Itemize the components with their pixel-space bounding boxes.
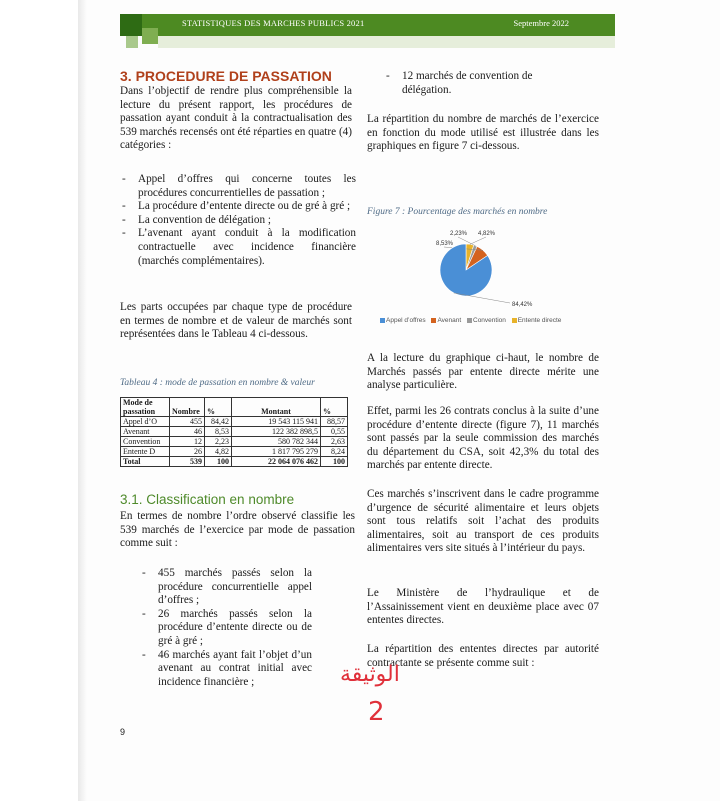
subsection-heading: 3.1. Classification en nombre: [120, 492, 295, 507]
list-item: - 455 marchés passés selon la procédure concurrentielle appel d’offres ;: [140, 567, 312, 608]
table-cell: 46: [170, 427, 205, 437]
autorite-paragraph: La répartition des ententes directes par autorité contractante se présente comme suit :: [367, 643, 599, 669]
table-cell: Entente D: [121, 447, 170, 457]
chart-legend: [380, 317, 565, 324]
page-header: [120, 14, 615, 50]
list-item: - 12 marchés de convention de délégation.: [384, 70, 564, 97]
table-cell: Total: [121, 457, 170, 467]
header-square-light: [126, 36, 138, 48]
table-cell: Avenant: [121, 427, 170, 437]
category-list: [120, 173, 356, 268]
table-header-cell: Nombre: [170, 398, 205, 417]
table-cell: 539: [170, 457, 205, 467]
table-cell: Convention: [121, 437, 170, 447]
table-row: [121, 427, 348, 437]
table-cell: 580 782 344: [232, 437, 321, 447]
table-cell: 100: [205, 457, 232, 467]
table-cell: 12: [170, 437, 205, 447]
legend-label: Entente directe: [517, 317, 562, 324]
table-cell: 0,55: [321, 427, 348, 437]
list-item: - L’avenant ayant conduit à la modification contractuelle avec incidence financière (marchés complémentaires).: [120, 227, 356, 268]
header-date: Septembre 2022: [513, 18, 569, 28]
table-cell: 22 064 076 462: [232, 457, 321, 467]
list-item: - La convention de délégation ;: [120, 214, 356, 228]
legend-label: Appel d’offres: [386, 317, 426, 324]
table-header-cell: %: [205, 398, 232, 417]
header-underline: [158, 36, 615, 48]
section-intro: Dans l’objectif de rendre plus compréhensible la lecture du présent rapport, les procédures de passation ayant conduit à la contractualisation des 539 marchés recensés ont été réparties en quatre (4) catégories :: [120, 85, 352, 152]
list-item: - 26 marchés passés selon la procédure d’entente directe ou de gré à gré ;: [140, 608, 312, 649]
parts-paragraph: Les parts occupées par chaque type de procédure en termes de nombre et de valeur de marchés sont représentées dans le Tableau 4 ci-dessous.: [120, 301, 352, 341]
table-header-cell: Montant: [232, 398, 321, 417]
list-item: - Appel d’offres qui concerne toutes les procédures concurrentielles de passation ;: [120, 173, 356, 200]
table-cell: 26: [170, 447, 205, 457]
table-cell: Appel d’O: [121, 417, 170, 427]
table-cell: 122 382 898,5: [232, 427, 321, 437]
legend-item: [380, 317, 426, 324]
table-cell: 1 817 795 279: [232, 447, 321, 457]
legend-swatch: [512, 318, 517, 323]
programme-paragraph: Ces marchés s’inscrivent dans le cadre programme d’urgence de sécurité alimentaire et leurs objets sont tous relatifs soit l’achat des produits alimentaires, soit au transport de ces produits alimentaires vers site situés à l’intérieur du pays.: [367, 488, 599, 555]
table-cell: 19 543 115 941: [232, 417, 321, 427]
pie-leader-line: [454, 293, 510, 303]
legend-swatch: [431, 318, 436, 323]
ministere-paragraph: Le Ministère de l’hydraulique et de l’Assainissement vient en deuxième place avec 07 ententes directes.: [367, 587, 599, 627]
page-number: 9: [120, 727, 126, 737]
table-cell: 2,63: [321, 437, 348, 447]
table-cell: 455: [170, 417, 205, 427]
legend-item: [467, 317, 506, 324]
count-list: [140, 567, 312, 689]
convention-list: [384, 70, 564, 97]
entente-paragraph: Effet, parmi les 26 contrats conclus à la suite d’une procédure d’entente directe (figure 7), 11 marchés sont passés par la seule commission des marchés du département du CSA, soit 42,3% du total des marchés par entente directe.: [367, 405, 599, 472]
list-item: - La procédure d’entente directe ou de gré à gré ;: [120, 200, 356, 214]
subsection-intro: En termes de nombre l’ordre observé classifie les 539 marchés de l’exercice par mode de passation comme suit :: [120, 510, 355, 550]
table-header-cell: Mode de passation: [121, 398, 170, 417]
legend-item: [512, 317, 562, 324]
table-cell: 100: [321, 457, 348, 467]
handwritten-annotation: الوثيقة: [340, 662, 400, 687]
legend-label: Avenant: [437, 317, 462, 324]
pie-data-label: 8,53%: [436, 241, 454, 247]
legend-swatch: [467, 318, 472, 323]
header-square-mid: [142, 28, 158, 44]
table-cell: 4,82: [205, 447, 232, 457]
table-row: [121, 447, 348, 457]
pie-data-label: 84,42%: [512, 302, 533, 308]
pie-leader-line: [470, 237, 486, 244]
handwritten-number: 2: [368, 697, 385, 727]
list-item: - 46 marchés ayant fait l’objet d’un avenant au contrat initial avec incidence financière ;: [140, 649, 312, 690]
header-square-dark: [120, 14, 142, 36]
table-cell: 8,24: [321, 447, 348, 457]
table-cell: 8,53: [205, 427, 232, 437]
procedure-table: [120, 397, 348, 467]
table-cell: 88,57: [321, 417, 348, 427]
repartition-paragraph: La répartition du nombre de marchés de l’exercice en fonction du mode utilisé est illustrée dans les graphiques en figure 7 ci-dessous.: [367, 113, 599, 153]
table-header-row: [121, 398, 348, 417]
table-cell: 84,42: [205, 417, 232, 427]
pie-data-label: 2,23%: [450, 231, 468, 237]
table-cell: 2,23: [205, 437, 232, 447]
table-caption: Tableau 4 : mode de passation en nombre & valeur: [120, 378, 315, 388]
figure-caption: Figure 7 : Pourcentage des marchés en nombre: [367, 207, 548, 217]
table-header-cell: %: [321, 398, 348, 417]
section-heading: 3. PROCEDURE DE PASSATION: [120, 68, 332, 84]
legend-item: [431, 317, 461, 324]
header-title: STATISTIQUES DES MARCHES PUBLICS 2021: [182, 18, 365, 28]
table-total-row: [121, 457, 348, 467]
table-row: [121, 417, 348, 427]
page-edge-shadow: [78, 0, 87, 801]
pie-data-label: 4,82%: [478, 231, 496, 237]
legend-swatch: [380, 318, 385, 323]
legend-label: Convention: [473, 317, 506, 324]
table-row: [121, 437, 348, 447]
analysis-paragraph: A la lecture du graphique ci-haut, le nombre de Marchés passés par entente directe mérite une analyse particulière.: [367, 352, 599, 392]
